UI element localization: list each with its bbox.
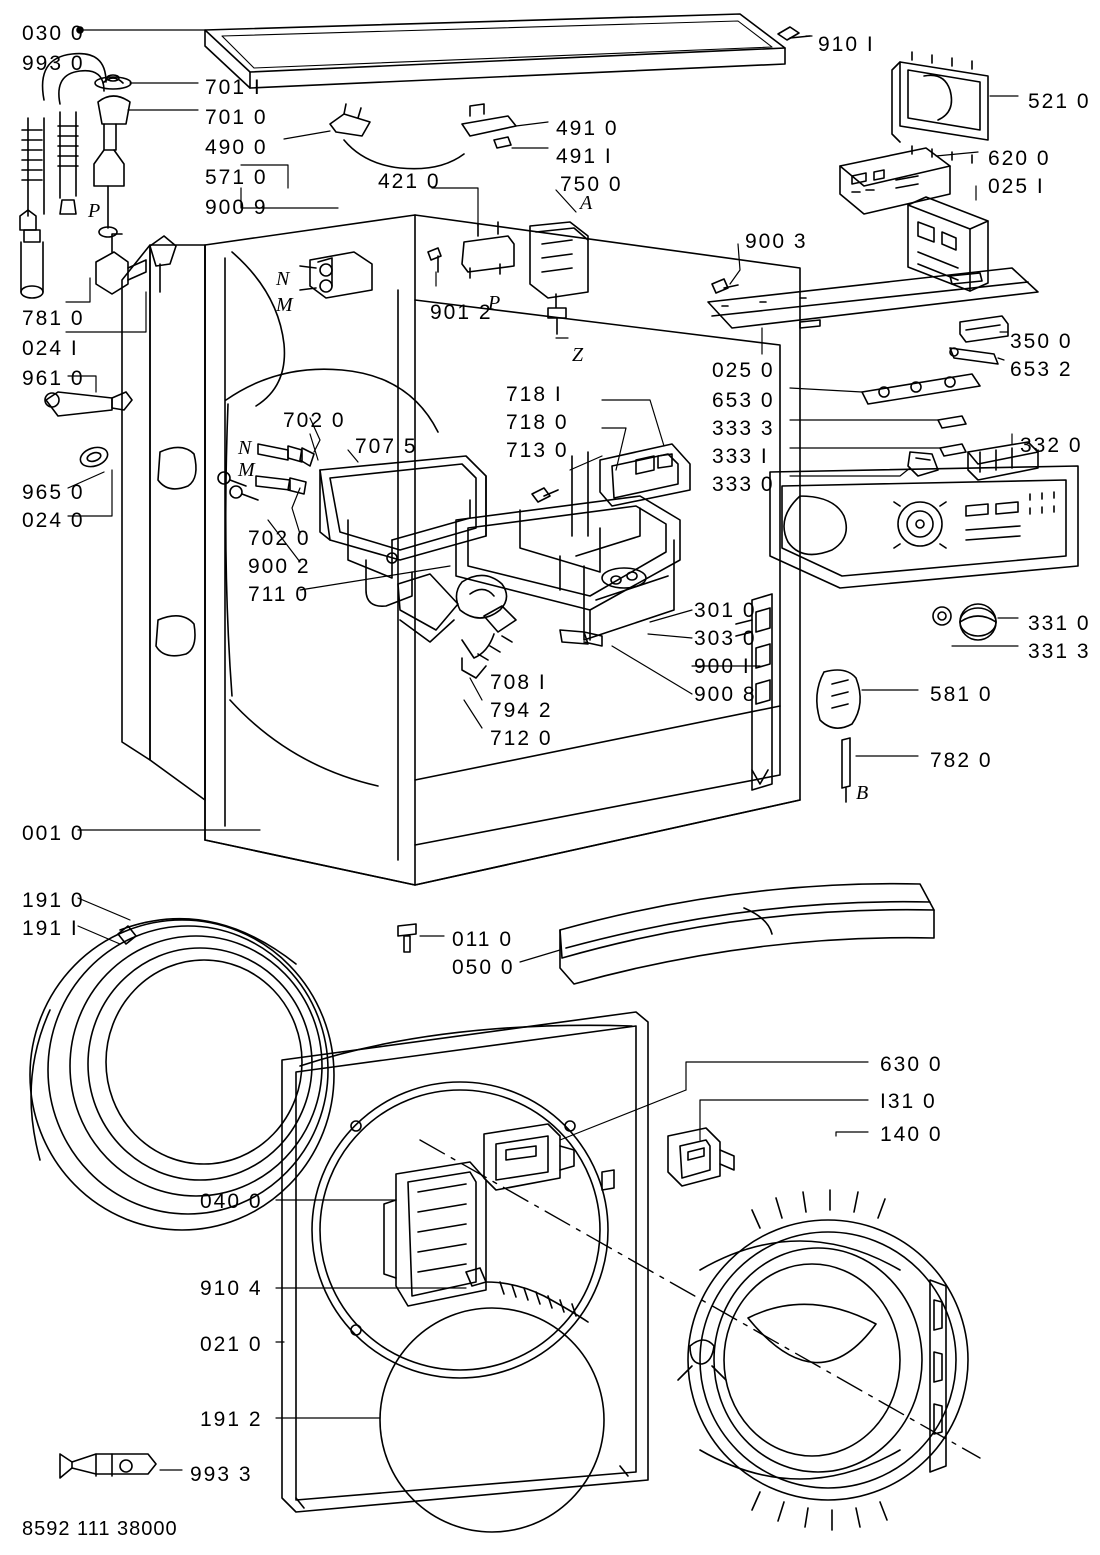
label-301-0: 301 0 — [694, 599, 757, 622]
footer-document-code: 8592 111 38000 — [22, 1518, 178, 1540]
mark-A: A — [580, 192, 593, 214]
clip-333-0 — [908, 452, 938, 476]
module-521 — [892, 52, 988, 163]
label-030-0: 030 0 — [22, 22, 85, 45]
label-900-I: 900 I — [694, 655, 751, 678]
label-333-I: 333 I — [712, 445, 769, 468]
part-350 — [960, 316, 1008, 342]
part-653-2 — [950, 348, 998, 364]
label-191-2: 191 2 — [200, 1408, 263, 1431]
clamp-491 — [462, 104, 516, 148]
label-701-I: 701 I — [205, 76, 262, 99]
label-024-I: 024 I — [22, 337, 79, 360]
mark-N-2: N — [238, 437, 252, 459]
screw-9003 — [712, 279, 738, 293]
label-333-0: 333 0 — [712, 473, 775, 496]
label-900-3: 900 3 — [745, 230, 808, 253]
pcb-620 — [840, 148, 950, 214]
part-421 — [462, 222, 514, 278]
label-040-0: 040 0 — [200, 1190, 263, 1213]
label-653-2: 653 2 — [1010, 358, 1073, 381]
label-712-0: 712 0 — [490, 727, 553, 750]
label-993-3: 993 3 — [190, 1463, 253, 1486]
label-750-0: 750 0 — [560, 173, 623, 196]
label-910-4: 910 4 — [200, 1277, 263, 1300]
label-140-0: 140 0 — [880, 1123, 943, 1146]
label-333-3: 333 3 — [712, 417, 775, 440]
label-961-0: 961 0 — [22, 367, 85, 390]
mark-M-2: M — [238, 459, 255, 481]
inlet-hose-993 — [20, 54, 106, 298]
label-794-2: 794 2 — [490, 699, 553, 722]
label-350-0: 350 0 — [1010, 330, 1073, 353]
mark-Z: Z — [572, 344, 584, 366]
terminal-block-571 — [300, 252, 372, 298]
bolt-702 — [258, 444, 314, 466]
label-491-I: 491 I — [556, 145, 613, 168]
label-900-2: 900 2 — [248, 555, 311, 578]
label-571-0: 571 0 — [205, 166, 268, 189]
label-011-0: 011 0 — [452, 928, 513, 951]
power-cord-490 — [330, 104, 464, 169]
label-702-0-a: 702 0 — [283, 409, 346, 432]
rod-782 — [842, 738, 850, 802]
screw-011 — [398, 924, 416, 952]
label-620-0: 620 0 — [988, 147, 1051, 170]
mark-P-1: P — [88, 200, 101, 222]
kick-plate-050 — [560, 884, 934, 984]
label-993-0: 993 0 — [22, 52, 85, 75]
drawer-front-301 — [456, 496, 680, 640]
pcb-025 — [908, 197, 988, 291]
label-421-0: 421 0 — [378, 170, 441, 193]
label-331-3: 331 3 — [1028, 640, 1091, 663]
label-630-0: 630 0 — [880, 1053, 943, 1076]
switch-131 — [668, 1128, 734, 1186]
label-711-0: 711 0 — [248, 583, 309, 606]
label-965-0: 965 0 — [22, 481, 85, 504]
door-bellows-191 — [30, 919, 334, 1230]
top-lid-part — [205, 14, 785, 88]
label-490-0: 490 0 — [205, 136, 268, 159]
mark-B: B — [856, 782, 869, 804]
clip-333-3 — [938, 416, 966, 428]
label-901-2: 901 2 — [430, 301, 493, 324]
drain-hose-708 — [456, 575, 516, 678]
label-702-0-b: 702 0 — [248, 527, 311, 550]
pressure-switch-750 — [530, 222, 588, 334]
screw-910I — [778, 27, 810, 40]
label-021-0: 021 0 — [200, 1333, 263, 1356]
label-900-9: 900 9 — [205, 196, 268, 219]
door-140 — [678, 1190, 968, 1530]
strip-653 — [862, 374, 980, 404]
label-701-0: 701 0 — [205, 106, 268, 129]
label-050-0: 050 0 — [452, 956, 515, 979]
label-713-0: 713 0 — [506, 439, 569, 462]
label-024-0: 024 0 — [22, 509, 85, 532]
label-707-5: 707 5 — [355, 435, 418, 458]
label-332-0: 332 0 — [1020, 434, 1083, 457]
screw-9012 — [428, 248, 441, 272]
mark-N-1: N — [276, 268, 290, 290]
label-191-I: 191 I — [22, 917, 79, 940]
label-900-8: 900 8 — [694, 683, 757, 706]
mark-M-1: M — [276, 294, 293, 316]
label-191-0: 191 0 — [22, 889, 85, 912]
label-581-0: 581 0 — [930, 683, 993, 706]
label-653-0: 653 0 — [712, 389, 775, 412]
label-331-0: 331 0 — [1028, 612, 1091, 635]
screw-713 — [532, 488, 558, 502]
bracket-781 — [96, 234, 176, 294]
label-001-0: 001 0 — [22, 822, 85, 845]
label-131-0: I31 0 — [880, 1090, 937, 1113]
front-panel-021 — [282, 1012, 648, 1532]
label-491-0: 491 0 — [556, 117, 619, 140]
label-718-I: 718 I — [506, 383, 563, 406]
grommet-965 — [78, 444, 110, 470]
holder-718 — [572, 444, 690, 536]
label-303-0: 303 0 — [694, 627, 757, 650]
tool-993 — [60, 1454, 156, 1478]
label-708-I: 708 I — [490, 671, 547, 694]
label-521-0: 521 0 — [1028, 90, 1091, 113]
label-781-0: 781 0 — [22, 307, 85, 330]
control-panel — [770, 466, 1078, 588]
part-581 — [817, 670, 860, 728]
label-718-0: 718 0 — [506, 411, 569, 434]
label-910-I: 910 I — [818, 33, 875, 56]
clip-333-I — [940, 444, 966, 456]
dispenser-housing-707 — [320, 456, 486, 642]
bolt-961 — [45, 392, 132, 416]
label-025-0: 025 0 — [712, 359, 775, 382]
mark-P-2: P — [488, 292, 501, 314]
label-025-I: 025 I — [988, 175, 1045, 198]
label-782-0: 782 0 — [930, 749, 993, 772]
knob-331 — [933, 604, 996, 640]
